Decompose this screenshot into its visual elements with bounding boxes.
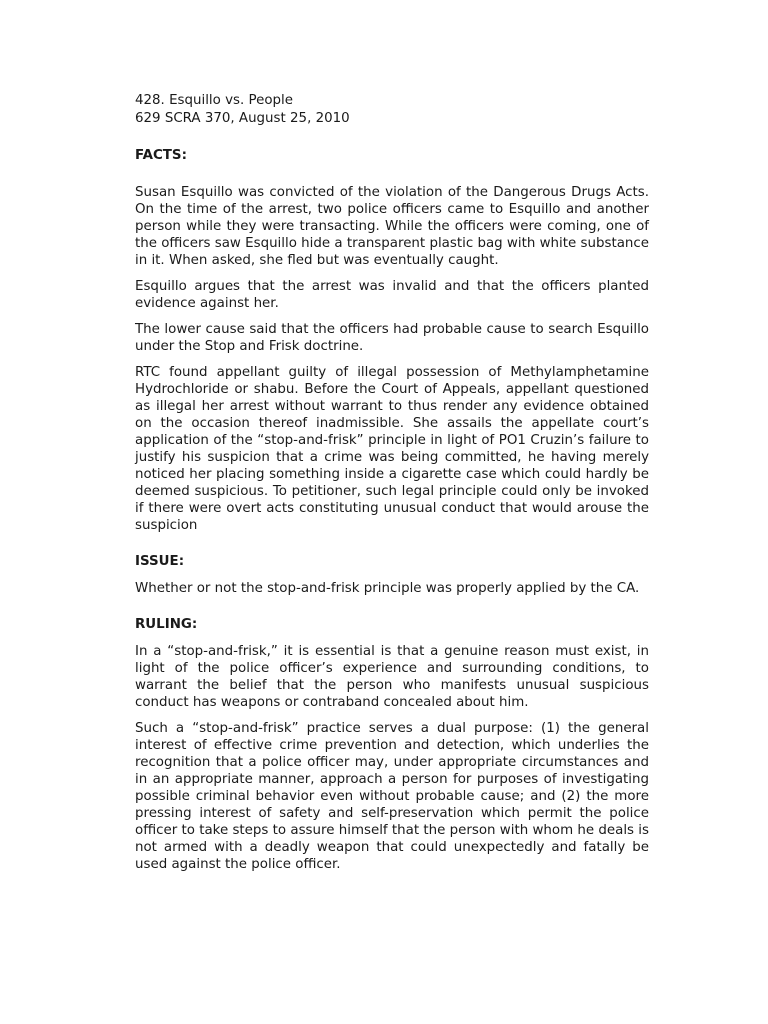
case-citation: 629 SCRA 370, August 25, 2010 — [135, 111, 350, 126]
ruling-paragraph-1: In a “stop-and-frisk,” it is essential is that a genuine reason must exist, in light of the police officer’s experience and surrounding conditions, to warrant the belief that the person who manifests unusual suspicious conduct has weapons or contraband concealed about him. — [135, 644, 649, 710]
facts-paragraph-1: Susan Esquillo was convicted of the violation of the Dangerous Drugs Acts. On the time of the arrest, two police officers came to Esquillo and another person while they were transacting. While the officers were coming, one of the officers saw Esquillo hide a transparent plastic bag with white substance in it. When asked, she fled but was eventually caught. — [135, 185, 649, 268]
facts-paragraph-3: The lower cause said that the officers had probable cause to search Esquillo under the Stop and Frisk doctrine. — [135, 322, 649, 354]
issue-text: Whether or not the stop-and-frisk principle was properly applied by the CA. — [135, 581, 640, 596]
case-title: 428. Esquillo vs. People — [135, 93, 294, 108]
facts-paragraph-2: Esquillo argues that the arrest was invalid and that the officers planted evidence against her. — [135, 279, 649, 311]
ruling-heading: RULING: — [135, 617, 198, 632]
facts-heading: FACTS: — [135, 148, 187, 163]
issue-heading: ISSUE: — [135, 554, 185, 569]
document-page — [135, 92, 649, 873]
case-header — [135, 92, 649, 128]
facts-paragraph-4: RTC found appellant guilty of illegal possession of Methylamphetamine Hydrochloride or shabu. Before the Court of Appeals, appellant questioned as illegal her arrest without warrant to thus render any evidence obtained on the occasion thereof inadmissible. She assails the appellate court’s application of the “stop-and-frisk” principle in light of PO1 Cruzin’s failure to justify his suspicion that a crime was being committed, he having merely noticed her placing something inside a cigarette case which could hardly be deemed suspicious. To petitioner, such legal principle could only be invoked if there were overt acts constituting unusual conduct that would arouse the suspicion — [135, 365, 649, 533]
ruling-paragraph-2: Such a “stop-and-frisk” practice serves a dual purpose: (1) the general interest of effective crime prevention and detection, which underlies the recognition that a police officer may, under appropriate circumstances and in an appropriate manner, approach a person for purposes of investigating possible criminal behavior even without probable cause; and (2) the more pressing interest of safety and self-preservation which permit the police officer to take steps to assure himself that the person with whom he deals is not armed with a deadly weapon that could unexpectedly and fatally be used against the police officer. — [135, 721, 649, 872]
